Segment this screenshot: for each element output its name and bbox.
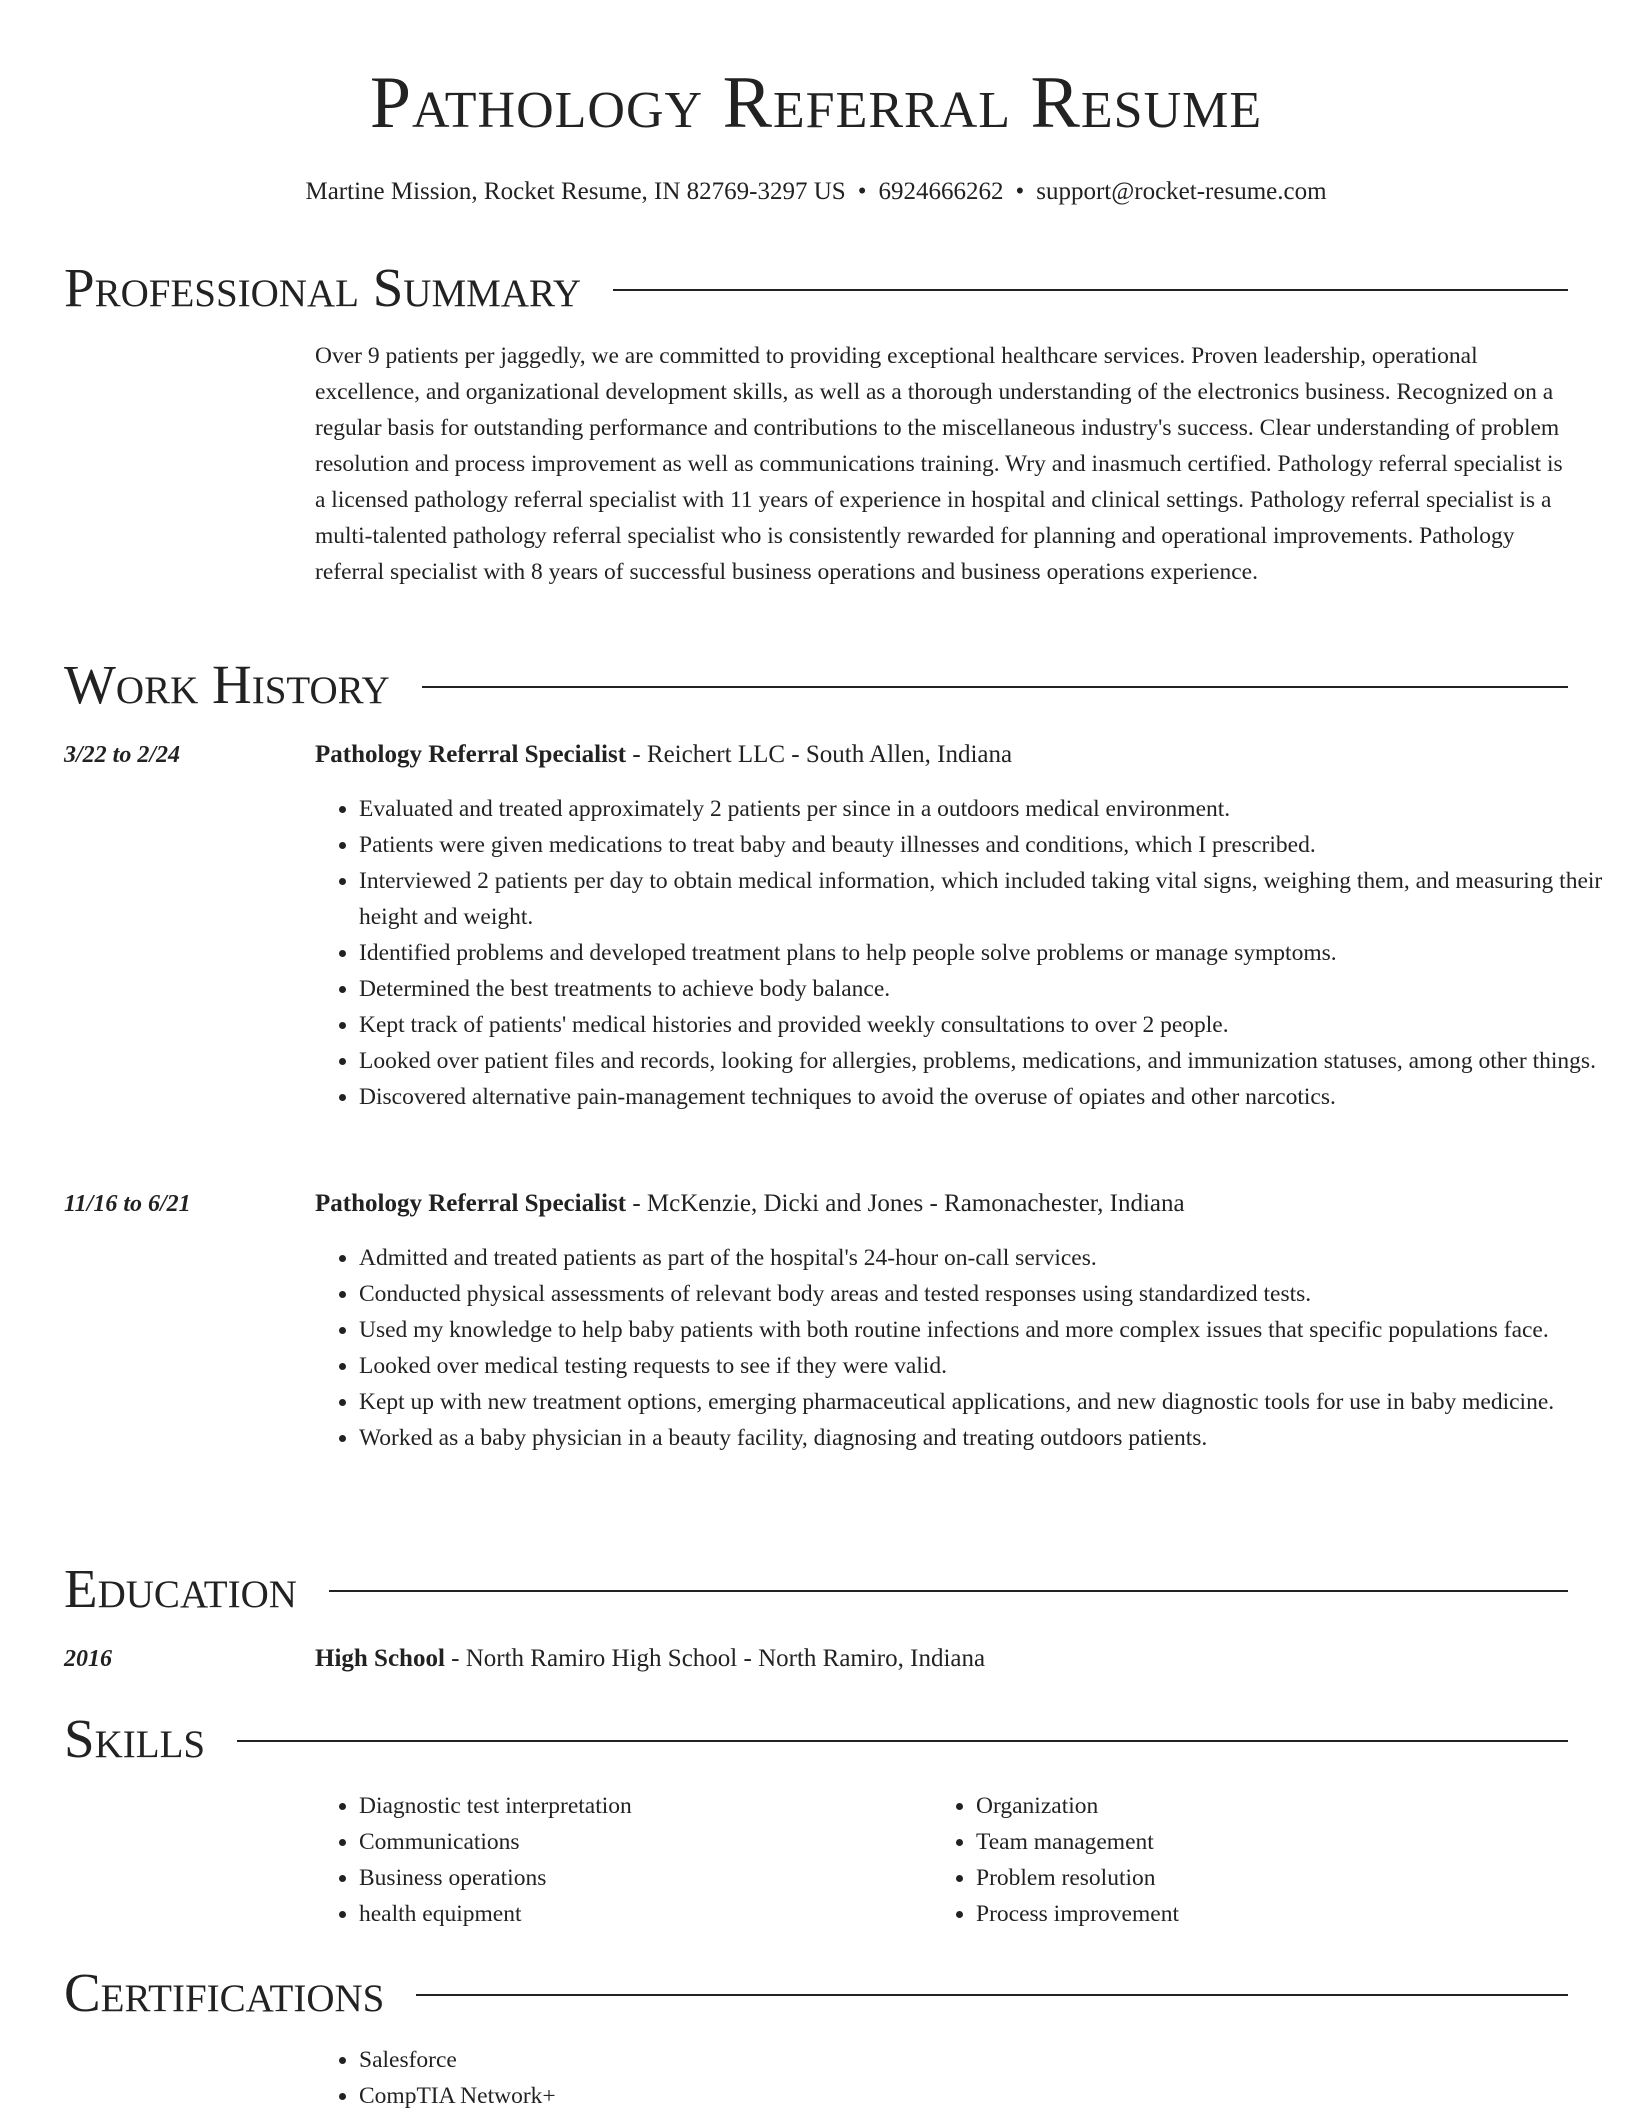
- section-header-education: [64, 1557, 1568, 1621]
- job-dates: 11/16 to 6/21: [64, 1191, 191, 1217]
- job-details: - Reichert LLC - South Allen, Indiana: [626, 741, 1013, 768]
- skills-list-left: [315, 1788, 919, 1932]
- job-role: Pathology Referral Specialist: [315, 741, 627, 768]
- section-divider: [613, 289, 1568, 291]
- contact-address: Martine Mission, Rocket Resume, IN 82769-3297 US: [305, 178, 846, 205]
- list-item: • Conducted physical assessments of relevant body areas and tested responses using standardized tests.: [359, 1276, 1612, 1312]
- education-degree: High School: [315, 1645, 445, 1672]
- skill-item: • Communications: [359, 1824, 919, 1860]
- section-header-work-history: [64, 653, 1568, 717]
- list-item: • Identified problems and developed treatment plans to help people solve problems or manage symptoms.: [359, 935, 1612, 971]
- skill-item: • Organization: [976, 1788, 1536, 1824]
- list-item: • Worked as a baby physician in a beauty facility, diagnosing and treating outdoors patients.: [359, 1420, 1612, 1456]
- skills-list-right: [932, 1788, 1536, 1932]
- list-item: • Interviewed 2 patients per day to obtain medical information, which included taking vital signs, weighing them, and measuring their height and weight.: [359, 863, 1612, 935]
- skill-item: • Business operations: [359, 1860, 919, 1896]
- skill-item: • health equipment: [359, 1896, 919, 1932]
- job-dates: 3/22 to 2/24: [64, 742, 181, 768]
- list-item: • Kept track of patients' medical histories and provided weekly consultations to over 2 people.: [359, 1007, 1612, 1043]
- job-bullet-list: [315, 1240, 1612, 1456]
- contact-separator: •: [857, 178, 867, 205]
- skill-item: • Team management: [976, 1824, 1536, 1860]
- certification-item: • Salesforce: [359, 2042, 1612, 2078]
- section-title-skills: Skills: [64, 1708, 206, 1769]
- section-title-work-history: Work History: [64, 654, 390, 715]
- contact-separator: •: [1015, 178, 1025, 205]
- section-title-education: Education: [64, 1558, 297, 1619]
- job-heading: [315, 737, 1568, 773]
- list-item: • Looked over medical testing requests to see if they were valid.: [359, 1348, 1612, 1384]
- list-item: • Admitted and treated patients as part of the hospital's 24-hour on-call services.: [359, 1240, 1612, 1276]
- job-heading: [315, 1186, 1568, 1222]
- list-item: • Evaluated and treated approximately 2 patients per since in a outdoors medical environment.: [359, 791, 1612, 827]
- list-item: • Determined the best treatments to achieve body balance.: [359, 971, 1612, 1007]
- section-divider: [237, 1740, 1568, 1742]
- section-header-certifications: [64, 1961, 1568, 2025]
- section-divider: [329, 1590, 1568, 1592]
- summary-text: Over 9 patients per jaggedly, we are committed to providing exceptional healthcare services. Proven leadership, operational excellence, and organizational development skills, as well as a thorough understanding of the electronics business. Recognized on a regular basis for outstanding performance and contributions to the miscellaneous industry's success. Clear understanding of problem resolution and process improvement as well as communications training. Wry and inasmuch certified. Pathology referral specialist is a licensed pathology referral specialist with 11 years of experience in hospital and clinical settings. Pathology referral specialist is a multi-talented pathology referral specialist who is consistently rewarded for planning and operational improvements. Pathology referral specialist with 8 years of successful business operations and business operations experience.: [315, 343, 1563, 585]
- list-item: • Discovered alternative pain-management techniques to avoid the overuse of opiates and other narcotics.: [359, 1079, 1612, 1115]
- certifications-list: [315, 2042, 1612, 2114]
- section-divider: [422, 686, 1568, 688]
- job-role: Pathology Referral Specialist: [315, 1190, 627, 1217]
- education-heading: [315, 1641, 1568, 1677]
- education-details: - North Ramiro High School - North Ramiro, Indiana: [444, 1645, 986, 1672]
- contact-line: [0, 172, 1632, 212]
- list-item: • Looked over patient files and records, looking for allergies, problems, medications, and immunization statuses, among other things.: [359, 1043, 1612, 1079]
- section-title-summary: Professional Summary: [64, 257, 582, 318]
- resume-title: Pathology Referral Resume: [369, 62, 1263, 144]
- job-details: - McKenzie, Dicki and Jones - Ramonachester, Indiana: [626, 1190, 1185, 1217]
- list-item: • Patients were given medications to treat baby and beauty illnesses and conditions, which I prescribed.: [359, 827, 1612, 863]
- education-year: 2016: [64, 1646, 112, 1672]
- skill-item: • Diagnostic test interpretation: [359, 1788, 919, 1824]
- list-item: • Used my knowledge to help baby patients with both routine infections and more complex issues that specific populations face.: [359, 1312, 1612, 1348]
- contact-phone: 6924666262: [878, 178, 1004, 205]
- job-bullet-list: [315, 791, 1612, 1115]
- section-divider: [416, 1994, 1568, 1996]
- skill-item: • Process improvement: [976, 1896, 1536, 1932]
- certification-item: • CompTIA Network+: [359, 2078, 1612, 2114]
- section-header-skills: [64, 1707, 1568, 1771]
- section-header-summary: [64, 256, 1568, 320]
- section-title-certifications: Certifications: [64, 1962, 385, 2023]
- list-item: • Kept up with new treatment options, emerging pharmaceutical applications, and new diagnostic tools for use in baby medicine.: [359, 1384, 1612, 1420]
- contact-email: support@rocket-resume.com: [1036, 178, 1327, 205]
- skill-item: • Problem resolution: [976, 1860, 1536, 1896]
